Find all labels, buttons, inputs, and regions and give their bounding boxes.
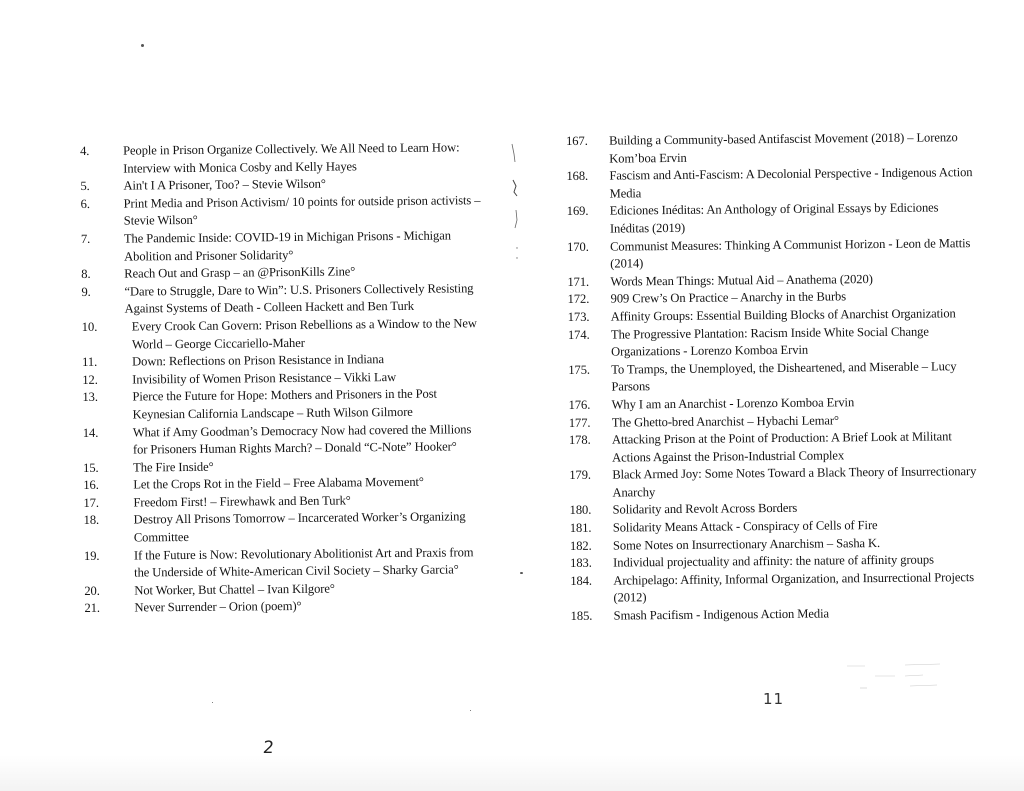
entry-title: Freedom First! – Firewhawk and Ben Turk°: [133, 493, 351, 510]
entry-title: Affinity Groups: Essential Building Blocks of Anarchist Organization: [610, 306, 956, 324]
entry-number: 12.: [82, 372, 98, 387]
gutter-scan-marks: [505, 140, 525, 270]
entry-number: 168.: [566, 168, 589, 184]
entry-title: Print Media and Prison Activism/ 10 points for outside prison activists – Stevie Wilson°: [123, 192, 481, 228]
entry-number: 20.: [84, 583, 100, 598]
list-entry: [84, 544, 484, 583]
entry-number: 175.: [568, 362, 590, 377]
entry-title: Destroy All Prisons Tomorrow – Incarcerated Worker’s Organizing Committee: [133, 509, 466, 545]
list-entry: [82, 385, 482, 424]
entry-title: Communist Measures: Thinking A Communist Horizon - Leon de Mattis (2014): [610, 235, 971, 271]
entry-title: Down: Reflections on Prison Resistance in Indiana: [132, 352, 384, 369]
entry-number: 180.: [569, 503, 592, 518]
entry-number: 185.: [570, 608, 593, 624]
list-entry: [567, 199, 977, 238]
entry-title: Attacking Prison at the Point of Production: A Brief Look at Militant Actions Against the Prison-Industrial Complex: [611, 429, 952, 465]
entry-title: Archipelago: Affinity, Informal Organization, and Insurrectional Projects (2012): [613, 569, 975, 606]
list-entry: [84, 597, 484, 618]
entry-number: 178.: [568, 432, 591, 448]
entry-number: 7.: [80, 231, 91, 246]
list-entry: [569, 463, 979, 502]
entry-title: The Ghetto-bred Anarchist – Hybachi Lemar°: [611, 412, 839, 430]
entry-number: 11.: [82, 354, 98, 370]
entry-title: Solidarity Means Attack - Conspiracy of Cells of Fire: [612, 518, 878, 535]
entry-title: The Progressive Plantation: Racism Inside White Social Change Organizations - Lorenzo Komboa Ervin: [610, 324, 929, 359]
entry-title: Reach Out and Grasp – an @PrisonKills Zine°: [124, 264, 356, 281]
scan-speck: [212, 702, 213, 703]
bleed-through-text: [845, 658, 955, 698]
entry-number: 17.: [83, 495, 99, 510]
entry-title: The Fire Inside°: [133, 459, 214, 475]
left-page-list: [80, 139, 485, 618]
list-entry: [566, 164, 976, 203]
list-entry: [568, 323, 978, 362]
entry-title: Solidarity and Revolt Across Borders: [612, 501, 798, 518]
entry-number: 21.: [84, 601, 100, 616]
entry-title: Every Crook Can Govern: Prison Rebellions as a Window to the New World – George Ciccariello-Maher: [131, 316, 477, 352]
list-entry: [82, 315, 482, 354]
entry-title: Smash Pacifism - Indigenous Action Media: [613, 606, 830, 623]
scan-speck: [470, 710, 471, 711]
entry-number: 172.: [567, 292, 590, 307]
list-entry: [566, 129, 976, 168]
entry-number: 183.: [570, 556, 592, 571]
list-entry: [83, 421, 483, 460]
entry-title: To Tramps, the Unemployed, the Disheartened, and Miserable – Lucy Parsons: [611, 358, 957, 394]
entry-number: 171.: [567, 274, 590, 289]
entry-number: 173.: [567, 309, 590, 324]
list-entry: [81, 280, 481, 319]
page-number-right: 11: [763, 690, 785, 708]
list-entry: [84, 509, 484, 548]
entry-title: Ediciones Inéditas: An Anthology of Original Essays by Ediciones Inéditas (2019): [609, 200, 939, 236]
entry-number: 9.: [81, 284, 91, 299]
entry-number: 10.: [81, 319, 98, 334]
entry-number: 169.: [566, 204, 589, 219]
list-entry: [81, 192, 481, 231]
entry-title: Let the Crops Rot in the Field – Free Alabama Movement°: [133, 474, 424, 492]
entry-title: Not Worker, But Chattel – Ivan Kilgore°: [134, 581, 335, 598]
entry-title: 909 Crew’s On Practice – Anarchy in the Burbs: [610, 289, 847, 306]
entry-number: 15.: [83, 460, 99, 475]
entry-number: 181.: [569, 520, 592, 536]
list-entry: [569, 428, 979, 467]
entry-number: 19.: [83, 548, 100, 563]
entry-title: If the Future is Now: Revolutionary Abolitionist Art and Praxis from the Underside of White-American Civil Society – Sharky Garcia°: [133, 544, 474, 580]
entry-number: 177.: [568, 415, 591, 430]
list-entry: [81, 227, 481, 266]
entry-number: 182.: [569, 538, 592, 553]
entry-number: 13.: [82, 390, 98, 405]
entry-title: Black Armed Joy: Some Notes Toward a Black Theory of Insurrectionary Anarchy: [612, 464, 977, 500]
entry-title: Words Mean Things: Mutual Aid – Anathema (2020): [610, 271, 873, 289]
list-entry: [568, 358, 978, 397]
entry-number: 184.: [570, 573, 593, 588]
entry-title: Building a Community-based Antifascist Movement (2018) – Lorenzo Kom’boa Ervin: [609, 130, 958, 166]
entry-number: 170.: [567, 239, 589, 254]
entry-title: Never Surrender – Orion (poem)°: [134, 599, 302, 615]
entry-title: Pierce the Future for Hope: Mothers and Prisoners in the Post Keynesian California Landscape – Ruth Wilson Gilmore: [132, 386, 437, 422]
entry-number: 8.: [81, 267, 91, 282]
entry-title: People in Prison Organize Collectively. We All Need to Learn How: Interview with Monica Cosby and Kelly Hayes: [123, 140, 460, 176]
entry-number: 16.: [83, 478, 99, 493]
entry-number: 176.: [568, 397, 591, 412]
entry-title: Fascism and Anti-Fascism: A Decolonial Perspective - Indigenous Action Media: [609, 165, 973, 201]
entry-number: 179.: [569, 468, 591, 483]
scan-speck: [141, 44, 144, 47]
entry-title: Some Notes on Insurrectionary Anarchism – Sasha K.: [612, 535, 881, 553]
scan-speck: [520, 572, 523, 574]
right-page-list: [566, 129, 981, 626]
entry-title: Ain't I A Prisoner, Too? – Stevie Wilson°: [123, 176, 326, 193]
entry-number: 14.: [82, 425, 99, 440]
list-entry: [570, 569, 980, 608]
page-number-left: 2: [261, 738, 275, 758]
entry-number: 174.: [567, 327, 590, 342]
entry-number: 18.: [83, 513, 100, 528]
list-entry: [571, 604, 981, 626]
entry-title: Invisibility of Women Prison Resistance – Vikki Law: [132, 369, 397, 387]
entry-title: “Dare to Struggle, Dare to Win”: U.S. Prisoners Collectively Resisting Against Systems of Death - Colleen Hackett and Ben Turk: [124, 280, 474, 316]
entry-title: Individual projectuality and affinity: the nature of affinity groups: [613, 552, 934, 570]
entry-title: The Pandemic Inside: COVID-19 in Michigan Prisons - Michigan Abolition and Prisoner Solidarity°: [123, 228, 451, 264]
entry-number: 4.: [80, 143, 90, 158]
entry-number: 6.: [80, 196, 90, 211]
entry-number: 5.: [80, 179, 90, 194]
entry-number: 167.: [566, 133, 588, 148]
entry-title: Why I am an Anarchist - Lorenzo Komboa Ervin: [611, 395, 855, 412]
entry-title: What if Amy Goodman’s Democracy Now had covered the Millions for Prisoners Human Rights March? – Donald “C-Note” Hooker°: [132, 421, 472, 457]
list-entry: [80, 139, 480, 178]
list-entry: [567, 235, 977, 274]
